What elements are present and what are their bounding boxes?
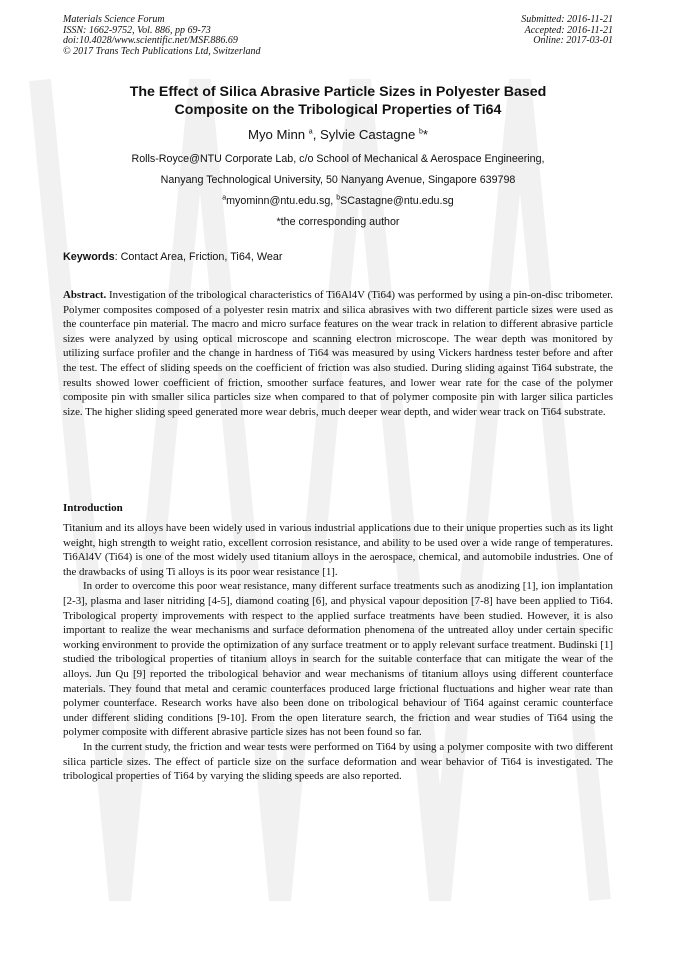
email-b-mark: b [336,194,341,202]
title-line-2: Composite on the Tribological Properties of Ti64 [174,102,502,118]
journal-doi: doi:10.4028/www.scientific.net/MSF.886.69 [63,35,238,47]
affiliation-block [63,149,613,233]
email-b: SCastagne@ntu.edu.sg [340,195,454,207]
abstract-text: Investigation of the tribological characteristics of Ti6Al4V (Ti64) was performed by using a pin-on-disc tribometer. Polymer composites composed of a polyester resin matrix and silica abrasives with two different particle sizes were used as the counterface pin material. The macro and micro surface features on the wear track in relation to different abrasive particle sizes were analyzed by using optical microscope and scanning electron microscope. The wear depth was monitored by utilizing surface profiler and the change in hardness of Ti64 was measured by using Vickers hardness tester before and after the test. The effect of sliding speeds on the coefficient of friction was also studied. During sliding against Ti64 substrate, the results showed lower coefficient of friction, smoother surface features, and lower wear rate for the case of the polymer composite pin with smaller silica particles size when compared to that of polymer composite pin with larger silica particles size. The higher sliding speed generated more wear debris, much deeper wear depth, and wider wear track on Ti64 substrate. [63,289,613,418]
submitted-date: Submitted: 2016-11-21 [521,14,613,25]
journal-info [63,15,261,57]
intro-paragraph-1: Titanium and its alloys have been widely used in various industrial applications due to their unique properties such as its light weight, high strength to weight ratio, excellent corrosion resistance, and ability to be used over a wide range of temperatures. Ti6Al4V (Ti64) is one of the most widely used titanium alloys in the aerospace, chemical, and automobile industries. One of the drawbacks of using Ti alloys is its poor wear resistance [1]. [63,522,613,578]
author-1: Myo Minn [247,127,309,142]
keywords-text: : Contact Area, Friction, Ti64, Wear [114,251,283,263]
affiliation-line-2: Nanyang Technological University, 50 Nanyang Avenue, Singapore 639798 [160,174,516,186]
introduction-heading: Introduction [63,502,123,514]
email-line [63,191,613,212]
abstract [63,288,613,419]
email-a-mark: a [222,194,227,202]
author-1-mark: a [308,128,313,136]
keywords [63,251,282,263]
paper-title [63,83,613,119]
email-a: myominn@ntu.edu.sg, [226,195,337,207]
abstract-label: Abstract. [63,289,107,301]
author-list [63,127,613,143]
keywords-label: Keywords [63,251,115,263]
online-date: Online: 2017-03-01 [533,35,613,47]
affiliation-line-1: Rolls-Royce@NTU Corporate Lab, c/o School of Mechanical & Aerospace Engineering, [131,153,545,165]
submission-dates [521,15,613,47]
journal-copyright: © 2017 Trans Tech Publications Ltd, Switzerland [63,45,261,57]
intro-paragraph-2: In order to overcome this poor wear resistance, many different surface treatments such as anodizing [1], ion implantation [2-3], plasma and laser nitriding [4-5], diamond coating [6], and physical vapour deposition [7-8] have been applied to Ti64. Tribological property improvements with respect to the applied surface treatments have been studied. However, it is also important to realize the wear mechanisms and surface deformation phenomena of the untreated alloy under certain specific working environment to provide the optimization of any surface treatment or to apply relevant surface treatment. Budinski [1] studied the tribological properties of titanium alloys in search for the suitable conterface that can mitigate the wear of the alloys. Jun Qu [9] reported the tribological behavior and wear mechanisms of titanium alloys using different counterface materials. They found that metal and ceramic counterfaces produced large frictional fluctuations and higher wear rate than polymer counterface. Research works have also been done on tribological behaviour of Ti64 against ceramic counterface under different sliding conditions [9-10]. From the open literature search, the friction and wear studies of Ti64 using the polymer composite with different abrasive particle sizes has not been found so far. [63,580,613,739]
journal-name: Materials Science Forum [63,14,165,25]
intro-paragraph-3: In the current study, the friction and wear tests were performed on Ti64 by using a polymer composite with two different silica particle sizes. The effect of particle size on the surface deformation and wear behavior of Ti64 is investigated. The tribological properties of Ti64 by varying the sliding speeds are also reported. [63,740,613,783]
title-line-1: The Effect of Silica Abrasive Particle Sizes in Polyester Based [129,84,547,100]
accepted-date: Accepted: 2016-11-21 [524,24,613,36]
author-2-mark: b [418,128,423,136]
journal-issn: ISSN: 1662-9752, Vol. 886, pp 69-73 [63,24,211,36]
corresponding-note: *the corresponding author [276,216,400,228]
introduction-body [63,521,613,784]
author-separator: , Sylvie Castagne [312,127,419,142]
corresponding-star: * [422,127,429,142]
